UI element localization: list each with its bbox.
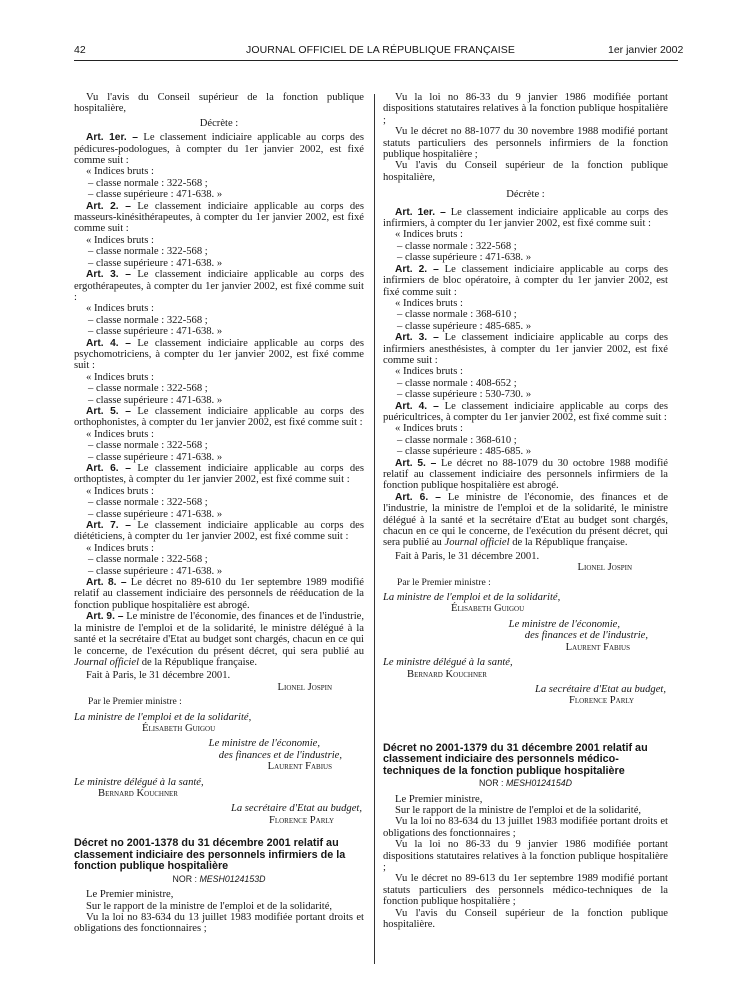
prime-minister-signature: Lionel Jospin — [277, 681, 332, 693]
article-text: Le classement indiciaire applicable au corps des infirmiers de bloc opératoire, à compter du 1er janvier 2002, est fixé comme suit : — [383, 263, 668, 298]
article-label: Art. 4. – — [86, 337, 131, 349]
classe-line: – classe normale : 322-568 ; — [88, 440, 208, 452]
journal-officiel-italic: Journal officiel — [444, 537, 510, 549]
signatory-name: Laurent Fabius — [267, 761, 332, 773]
signatory-role: Le ministre délégué à la santé, — [383, 657, 513, 669]
classe-line: – classe supérieure : 471-638. » — [88, 257, 223, 269]
right-articles — [383, 207, 668, 549]
article-text: Le classement indiciaire applicable au corps des psychomotriciens, à compter du 1er janvier 2002, est fixé comme suit : — [74, 337, 365, 372]
indices-line: « Indices bruts : — [395, 297, 463, 309]
prime-minister-signature: Lionel Jospin — [577, 562, 632, 574]
classe-line: – classe supérieure : 485-685. » — [397, 320, 532, 332]
article-text: Le classement indiciaire applicable au corps des pédicures-podologues, à compter du 1er janvier 2002, est fixé comme suit : — [74, 132, 365, 167]
right-column — [383, 92, 668, 931]
classe-line: – classe supérieure : 471-638. » — [88, 326, 223, 338]
classe-line: – classe normale : 322-568 ; — [88, 177, 208, 189]
article-paragraph — [383, 401, 668, 424]
article-text: Le décret no 88-1079 du 30 octobre 1988 modifié relatif au classement indiciaire des personnels infirmiers de la fonction publique hospitalière est abrogé. — [383, 457, 668, 492]
article-label: Art. 9. – — [86, 611, 124, 623]
signatory-role: La ministre de l'emploi et de la solidarité, — [74, 711, 252, 723]
indices-line: « Indices bruts : — [86, 166, 154, 178]
decree-paragraph: Le Premier ministre, — [86, 889, 174, 901]
nor-reference: NOR : MESH0124153D — [172, 873, 266, 884]
indices-line: « Indices bruts : — [395, 229, 463, 241]
article-text: Le classement indiciaire applicable au corps des masseurs-kinésithérapeutes, à compter du 1er janvier 2002, est fixé comme suit : — [74, 200, 365, 235]
issue-date: 1er janvier 2002 — [608, 44, 684, 56]
article-text: de la République française. — [512, 537, 628, 549]
classe-line: – classe normale : 368-610 ; — [397, 309, 517, 321]
journal-officiel-italic: Journal officiel — [74, 656, 140, 668]
signatory-name: Florence Parly — [568, 695, 634, 707]
article-text: Le classement indiciaire applicable au corps des orthoptistes, à compter du 1er janvier 2002, est fixé comme suit : — [74, 463, 365, 486]
indices-line: « Indices bruts : — [86, 485, 154, 497]
indices-line: « Indices bruts : — [86, 428, 154, 440]
decree-paragraph: Vu la loi no 86-33 du 9 janvier 1986 modifiée portant dispositions statutaires relatives à la fonction publique hospitalière ; — [383, 839, 668, 874]
classe-line: – classe supérieure : 485-685. » — [397, 446, 532, 458]
article-text: Le classement indiciaire applicable au corps des ergothérapeutes, à compter du 1er janvier 2002, est fixé comme suit : — [74, 269, 365, 303]
indices-line: « Indices bruts : — [395, 423, 463, 435]
article-paragraph — [74, 520, 364, 543]
article-text: Le ministre de l'économie, des finances et de l'industrie, la ministre de l'emploi et de la solidarité, le ministre délégué à la santé et la secrétaire d'Etat au budget sont chargés, chacun en ce qui le concerne, de l'exécution du présent décret, qui sera publié au — [74, 611, 364, 657]
vu-paragraph: Vu le décret no 88-1077 du 30 novembre 1988 modifié portant statuts particuliers des personnels infirmiers de la fonction publique hospitalière ; — [383, 126, 668, 161]
signatory-name: Laurent Fabius — [565, 641, 630, 653]
fait-a-paris: Fait à Paris, le 31 décembre 2001. — [86, 670, 231, 682]
header-rule — [74, 60, 678, 61]
article-paragraph — [74, 269, 364, 303]
article-paragraph — [383, 458, 668, 492]
classe-line: – classe supérieure : 471-638. » — [88, 451, 223, 463]
signatory-name: Bernard Kouchner — [98, 787, 178, 799]
page-header — [0, 44, 748, 60]
signatory-role: Le ministre de l'économie, — [508, 618, 620, 630]
article-label: Art. 6. – — [86, 463, 131, 474]
classe-line: – classe normale : 322-568 ; — [88, 246, 208, 258]
signatory-name: Élisabeth Guigou — [142, 722, 216, 734]
signatory-name: Bernard Kouchner — [407, 668, 487, 680]
article-text: Le classement indiciaire applicable au corps des infirmiers anesthésistes, à compter du 1er janvier 2002, est fixé comme suit : — [383, 332, 668, 366]
signatory-role: La secrétaire d'Etat au budget, — [534, 683, 666, 695]
signatory-name: Florence Parly — [268, 814, 334, 826]
decree-paragraph: Vu l'avis du Conseil supérieur de la fonction publique hospitalière. — [383, 907, 668, 931]
classe-line: – classe normale : 368-610 ; — [397, 434, 517, 446]
signatory-role: des finances et de l'industrie, — [218, 749, 342, 761]
decree-paragraphs — [383, 794, 668, 931]
decree-paragraph: Le Premier ministre, — [395, 793, 483, 805]
decree-title: Décret no 2001-1378 du 31 décembre 2001 relatif au classement indiciaire des personnels infirmiers de la fonction publique hospitalière — [74, 837, 346, 873]
article-paragraph — [74, 406, 364, 429]
classe-line: – classe normale : 322-568 ; — [397, 240, 517, 252]
fait-a-paris: Fait à Paris, le 31 décembre 2001. — [395, 550, 540, 562]
article-label: Art. 2. – — [395, 263, 439, 275]
journal-title: JOURNAL OFFICIEL DE LA RÉPUBLIQUE FRANÇAISE — [246, 44, 515, 56]
decree-paragraph: Vu la loi no 83-634 du 13 juillet 1983 modifiée portant droits et obligations des fonctionnaires ; — [383, 816, 668, 839]
classe-line: – classe normale : 408-652 ; — [397, 377, 517, 389]
article-label: Art. 4. – — [395, 400, 439, 412]
indices-line: « Indices bruts : — [86, 303, 154, 315]
par-le-premier-ministre: Par le Premier ministre : — [397, 576, 491, 588]
vu-paragraph: Vu l'avis du Conseil supérieur de la fonction publique hospitalière, — [383, 160, 668, 183]
article-label: Art. 5. – — [86, 405, 131, 417]
article-label: Art. 5. – — [395, 457, 437, 469]
article-text: Le classement indiciaire applicable au corps des puéricultrices, à compter du 1er janvier 2002, est fixé comme suit : — [383, 400, 668, 423]
decree-paragraph: Vu le décret no 89-613 du 1er septembre 1989 modifié portant statuts particuliers des personnels médico-techniques de la fonction publique hospitalière ; — [383, 873, 668, 908]
article-text: de la République française. — [141, 656, 257, 668]
left-column — [74, 92, 364, 935]
classe-line: – classe normale : 322-568 ; — [88, 383, 208, 395]
article-label: Art. 3. – — [86, 269, 131, 281]
signatory-role: des finances et de l'industrie, — [524, 630, 648, 642]
article-paragraph — [383, 492, 668, 549]
article-label: Art. 3. – — [395, 332, 439, 344]
article-label: Art. 8. – — [86, 577, 127, 589]
column-divider — [374, 94, 375, 964]
article-paragraph — [383, 207, 668, 230]
article-label: Art. 7. – — [86, 520, 131, 532]
decree-paragraph: Sur le rapport de la ministre de l'emploi et de la solidarité, — [86, 900, 333, 912]
article-text: Le décret no 89-610 du 1er septembre 1989 modifié relatif au classement indiciaire des personnels de rééducation de la fonction publique hospitalière est abrogé. — [74, 577, 365, 611]
decree-paragraph: Vu la loi no 83-634 du 13 juillet 1983 modifiée portant droits et obligations des fonctionnaires ; — [74, 911, 364, 935]
vu-paragraph: Vu la loi no 86-33 du 9 janvier 1986 modifiée portant dispositions statutaires relatives à la fonction publique hospitalière ; — [383, 92, 668, 126]
classe-line: – classe supérieure : 530-730. » — [397, 389, 532, 401]
indices-line: « Indices bruts : — [86, 371, 154, 383]
article-paragraph — [74, 338, 364, 372]
article-paragraph — [74, 463, 364, 486]
page-number: 42 — [74, 44, 86, 56]
indices-line: « Indices bruts : — [395, 366, 463, 378]
article-label: Art. 1er. – — [395, 206, 446, 218]
article-label: Art. 2. – — [86, 200, 131, 212]
decrete-heading: Décrète : — [506, 189, 545, 201]
classe-line: – classe normale : 322-568 ; — [88, 554, 208, 566]
article-paragraph — [74, 611, 364, 668]
indices-line: « Indices bruts : — [86, 234, 154, 246]
article-label: Art. 6. – — [395, 491, 441, 503]
decree-title: Décret no 2001-1379 du 31 décembre 2001 relatif au classement indiciaire des personnels médico-techniques de la fonction publique hospitalière — [383, 741, 648, 777]
article-paragraph — [74, 201, 364, 235]
article-paragraph — [74, 132, 364, 166]
article-paragraph — [74, 577, 364, 611]
nor-reference: NOR : MESH0124154D — [479, 778, 572, 789]
article-text: Le ministre de l'économie, des finances et de l'industrie, la ministre de l'emploi et de la solidarité, le ministre délégué à la santé et la secrétaire d'Etat au budget sont chargés, chacun en ce qui le concerne, de l'exécution du présent décret, qui sera publié au — [383, 491, 669, 549]
left-articles — [74, 132, 364, 668]
signatory-role: La secrétaire d'Etat au budget, — [230, 803, 362, 815]
signatory-name: Élisabeth Guigou — [451, 603, 525, 615]
article-label: Art. 1er. – — [86, 132, 138, 144]
article-text: Le classement indiciaire applicable au corps des infirmiers, à compter du 1er janvier 2002, est fixé comme suit : — [383, 206, 669, 230]
classe-line: – classe normale : 322-568 ; — [88, 314, 208, 326]
classe-line: – classe supérieure : 471-638. » — [88, 394, 223, 406]
article-text: Le classement indiciaire applicable au corps des orthophonistes, à compter du 1er janvier 2002, est fixé comme suit : — [74, 405, 365, 429]
signatory-role: Le ministre de l'économie, — [208, 738, 320, 750]
intro-paragraph: Vu l'avis du Conseil supérieur de la fonction publique hospitalière, — [74, 92, 364, 115]
signatory-role: Le ministre délégué à la santé, — [74, 776, 204, 788]
par-le-premier-ministre: Par le Premier ministre : — [88, 696, 182, 708]
article-paragraph — [383, 264, 668, 298]
article-text: Le classement indiciaire applicable au corps des diététiciens, à compter du 1er janvier 2002, est fixé comme suit : — [74, 520, 365, 543]
classe-line: – classe supérieure : 471-638. » — [88, 508, 223, 520]
signatory-role: La ministre de l'emploi et de la solidarité, — [383, 592, 561, 604]
decree-paragraph: Sur le rapport de la ministre de l'emploi et de la solidarité, — [395, 805, 642, 817]
classe-line: – classe normale : 322-568 ; — [88, 497, 208, 509]
indices-line: « Indices bruts : — [86, 542, 154, 554]
decrete-heading: Décrète : — [199, 117, 239, 129]
classe-line: – classe supérieure : 471-638. » — [88, 565, 223, 577]
classe-line: – classe supérieure : 471-638. » — [397, 252, 532, 264]
article-paragraph — [383, 332, 668, 366]
classe-line: – classe supérieure : 471-638. » — [88, 189, 223, 201]
